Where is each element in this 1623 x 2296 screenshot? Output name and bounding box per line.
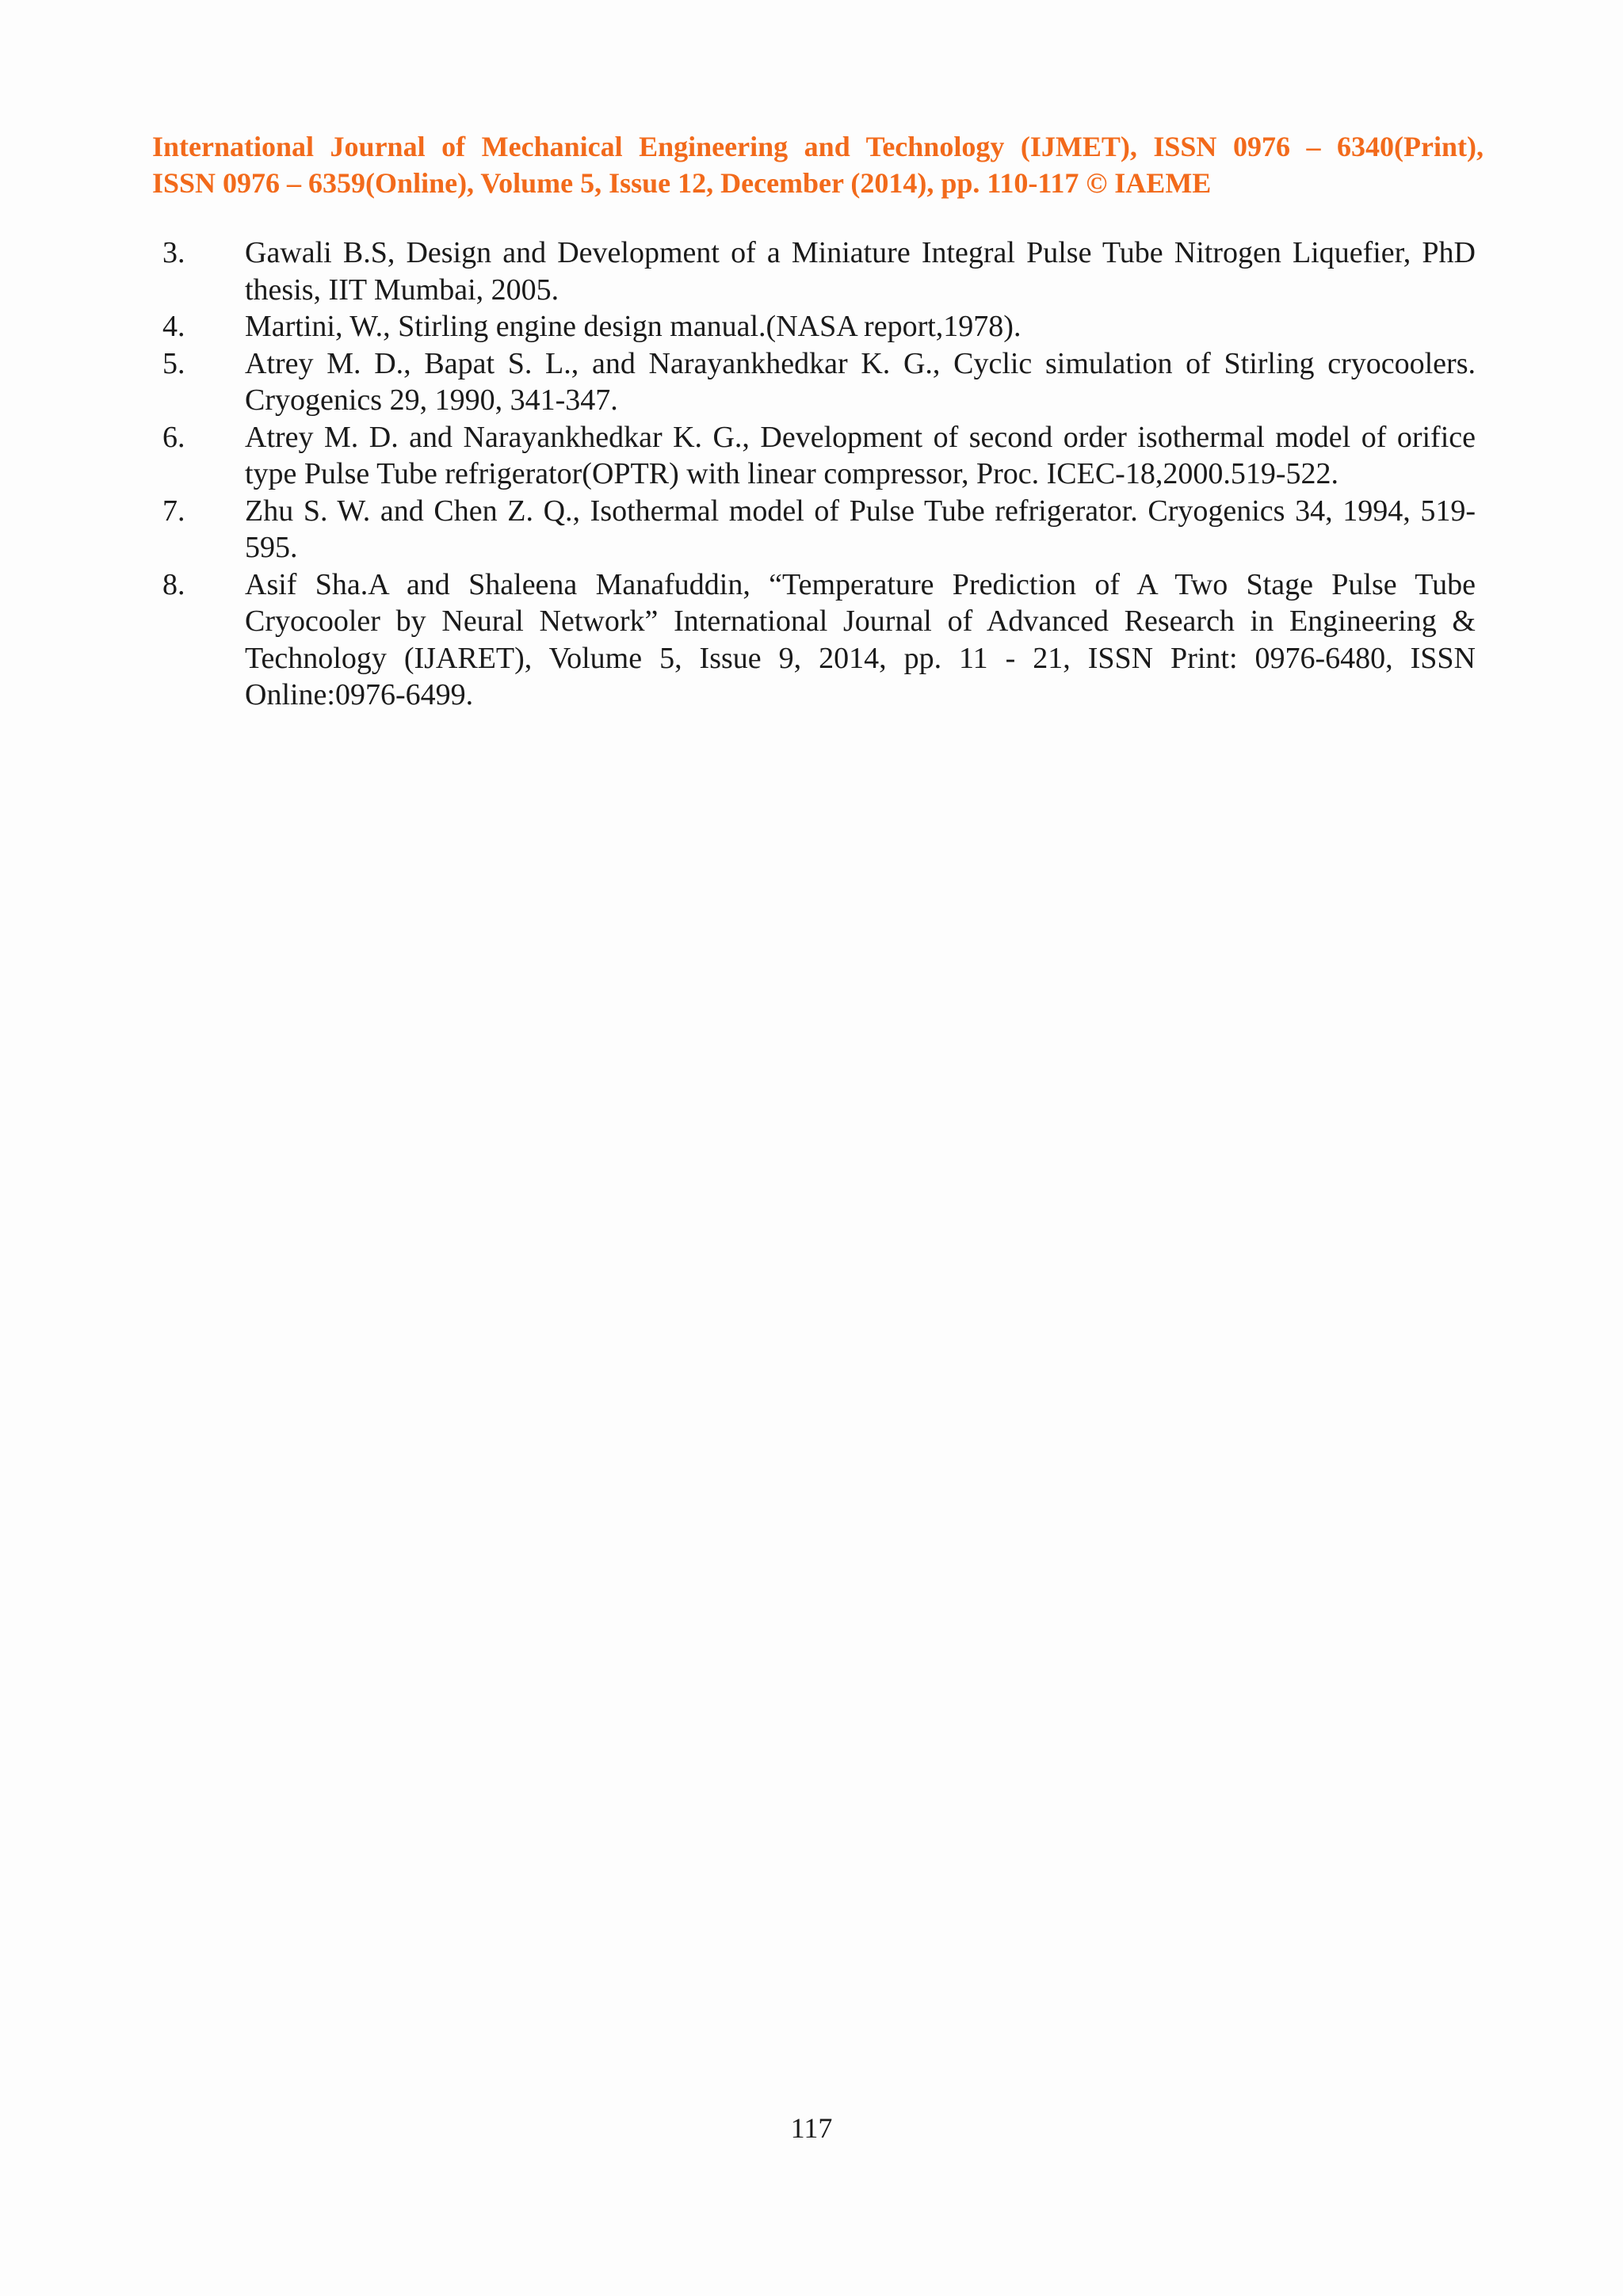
reference-text: Asif Sha.A and Shaleena Manafuddin, “Temperature Prediction of A Two Stage Pulse Tube Cryocooler by Neural Network” International Journal of Advanced Research in Engineering & Technology (IJARET), Volume 5, Issue 9, 2014, pp. 11 - 21, ISSN Print: 0976-6480, ISSN Online:0976-6499. bbox=[245, 567, 1476, 711]
reference-item bbox=[162, 419, 1476, 493]
journal-header-line-2: ISSN 0976 – 6359(Online), Volume 5, Issue 12, December (2014), pp. 110-117 © IAEME bbox=[152, 167, 1212, 199]
reference-item bbox=[162, 493, 1476, 566]
reference-item bbox=[162, 345, 1476, 419]
journal-header-line-1: International Journal of Mechanical Engineering and Technology (IJMET), ISSN 0976 – 6340(Print), bbox=[152, 131, 1484, 162]
reference-item bbox=[162, 235, 1476, 308]
reference-text: Martini, W., Stirling engine design manual.(NASA report,1978). bbox=[245, 310, 1022, 343]
reference-text: Atrey M. D. and Narayankhedkar K. G., Development of second order isothermal model of orifice type Pulse Tube refrigerator(OPTR) with linear compressor, Proc. ICEC-18,2000.519-522. bbox=[245, 420, 1476, 490]
journal-header bbox=[152, 128, 1484, 201]
reference-item bbox=[162, 308, 1476, 345]
reference-item bbox=[162, 566, 1476, 714]
reference-list bbox=[162, 235, 1476, 714]
reference-number: 4. bbox=[162, 310, 185, 343]
reference-text: Atrey M. D., Bapat S. L., and Narayankhedkar K. G., Cyclic simulation of Stirling cryocoolers. Cryogenics 29, 1990, 341-347. bbox=[245, 346, 1476, 417]
reference-number: 7. bbox=[162, 494, 185, 528]
reference-text: Zhu S. W. and Chen Z. Q., Isothermal model of Pulse Tube refrigerator. Cryogenics 34, 1994, 519-595. bbox=[245, 494, 1476, 564]
reference-number: 6. bbox=[162, 420, 185, 454]
reference-number: 5. bbox=[162, 346, 185, 380]
page-number: 117 bbox=[790, 2112, 833, 2144]
reference-number: 3. bbox=[162, 236, 185, 269]
reference-number: 8. bbox=[162, 567, 185, 601]
reference-text: Gawali B.S, Design and Development of a Miniature Integral Pulse Tube Nitrogen Liquefier, PhD thesis, IIT Mumbai, 2005. bbox=[245, 236, 1476, 307]
